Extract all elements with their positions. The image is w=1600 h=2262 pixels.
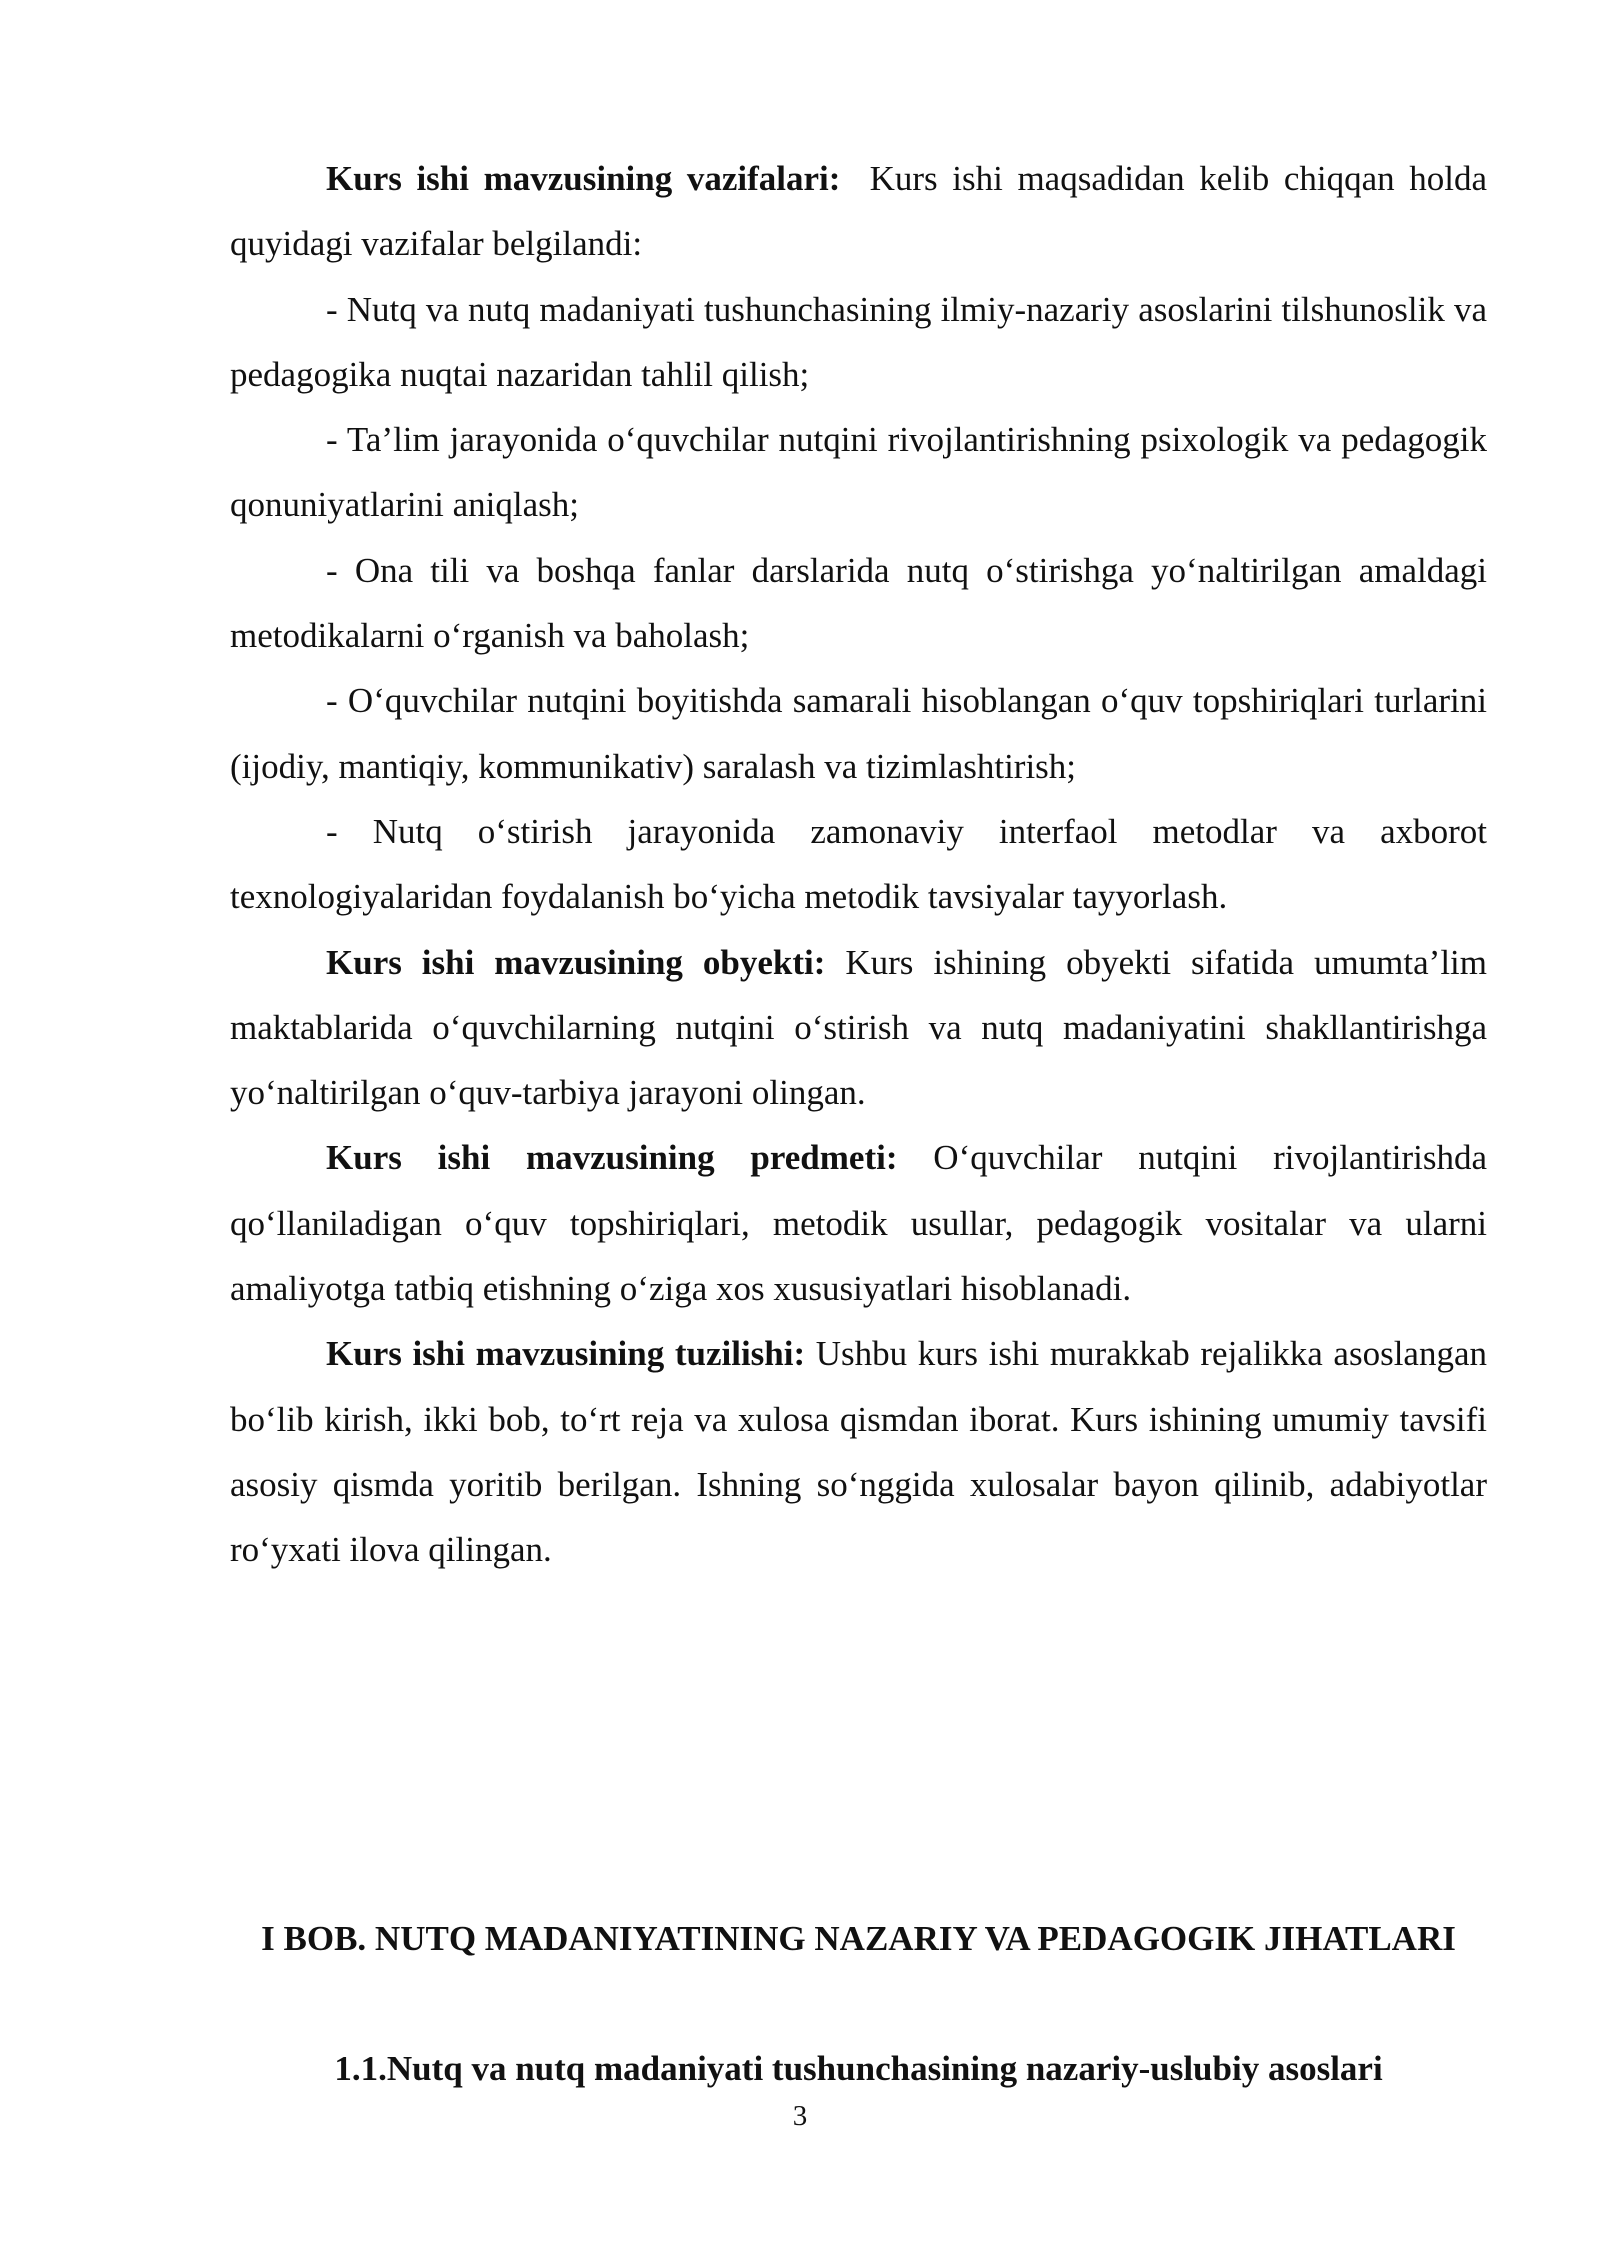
subject-paragraph xyxy=(230,1125,1487,1321)
task-item-1: - Nutq va nutq madaniyati tushunchasining ilmiy-nazariy asoslarini tilshunoslik va pedagogika nuqtai nazaridan tahlil qilish; xyxy=(230,289,1487,394)
object-text: Kurs ishining obyekti sifatida umumta’lim maktablarida o‘quvchilarning nutqini o‘stirish va nutq madaniyatini shakllantirishga yo‘naltirilgan o‘quv-tarbiya jarayoni olingan. xyxy=(230,942,1487,1113)
task-item-3: - Ona tili va boshqa fanlar darslarida nutq o‘stirishga yo‘naltirilgan amaldagi metodikalarni o‘rganish va baholash; xyxy=(230,550,1487,656)
structure-text: Ushbu kurs ishi murakkab rejalikka asoslangan bo‘lib kirish, ikki bob, to‘rt reja va xulosa qismdan iborat. Kurs ishining umumiy tavsifi asosiy qismda yoritib berilgan. Ishning so‘nggida xulosalar bayon qilinib, adabiyotlar ro‘yxati ilova qilingan. xyxy=(230,1334,1487,1570)
object-heading: Kurs ishi mavzusining obyekti: xyxy=(326,942,826,982)
chapter-title: I BOB. NUTQ MADANIYATINING NAZARIY VA PEDAGOGIK JIHATLARI xyxy=(261,1919,1456,1958)
object-paragraph xyxy=(230,930,1487,1126)
task-item-5: - Nutq o‘stirish jarayonida zamonaviy interfaol metodlar va axborot texnologiyalaridan foydalanish bo‘yicha metodik tavsiyalar tayyorlash. xyxy=(230,811,1487,917)
structure-heading: Kurs ishi mavzusining tuzilishi: xyxy=(326,1334,806,1374)
tasks-intro-text: Kurs ishi maqsadidan kelib chiqqan holda quyidagi vazifalar belgilandi: xyxy=(230,159,1487,264)
page-number: 3 xyxy=(792,2100,808,2132)
task-item-2: - Ta’lim jarayonida o‘quvchilar nutqini rivojlantirishning psixologik va pedagogik qonuniyatlarini aniqlash; xyxy=(230,420,1487,525)
tasks-paragraph xyxy=(230,146,1487,277)
task-item-4: - O‘quvchilar nutqini boyitishda samarali hisoblangan o‘quv topshiriqlari turlarini (ijodiy, mantiqiy, kommunikativ) saralash va tizimlashtirish; xyxy=(230,681,1487,786)
body-text xyxy=(230,146,1487,1583)
tasks-heading: Kurs ishi mavzusining vazifalari: xyxy=(326,159,841,198)
structure-paragraph xyxy=(230,1321,1487,1582)
subject-text: O‘quvchilar nutqini rivojlantirishda qo‘llaniladigan o‘quv topshiriqlari, metodik usullar, pedagogik vositalar va ularni amaliyotga tatbiq etishning o‘ziga xos xususiyatlari hisoblanadi. xyxy=(230,1138,1487,1309)
subject-heading: Kurs ishi mavzusining predmeti: xyxy=(326,1138,898,1178)
section-title: 1.1.Nutq va nutq madaniyati tushunchasining nazariy-uslubiy asoslari xyxy=(334,2049,1383,2088)
